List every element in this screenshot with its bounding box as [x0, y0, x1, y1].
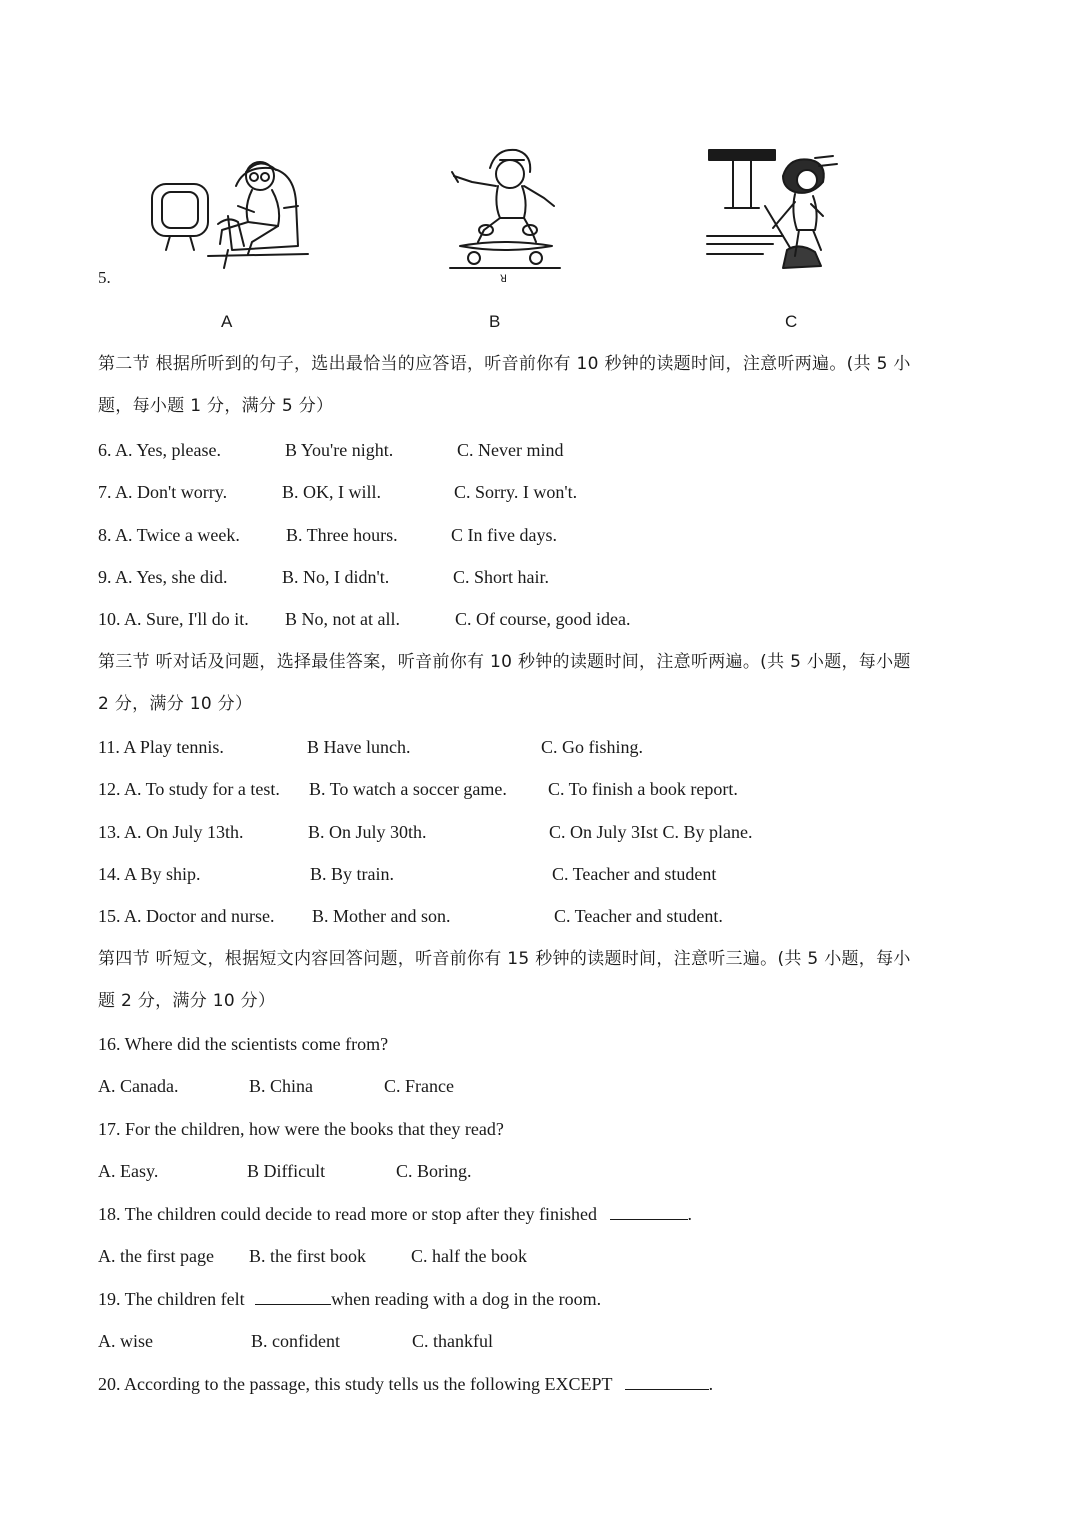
question-15-option-a: 15. A. Doctor and nurse. — [98, 906, 275, 926]
picture-b-boy-skateboarding — [444, 142, 562, 292]
question-10-option-b: B No, not at all. — [285, 609, 400, 629]
question-19-option-a: A. wise — [98, 1331, 153, 1351]
question-11-option-a: 11. A Play tennis. — [98, 737, 224, 757]
question-11-option-b: B Have lunch. — [307, 737, 411, 757]
question-14-option-b: B. By train. — [310, 864, 394, 884]
question-7-option-a: 7. A. Don't worry. — [98, 482, 228, 502]
question-7-option-c: C. Sorry. I won't. — [454, 482, 578, 502]
question-20-blank — [625, 1373, 709, 1390]
section4-heading-line1: 第四节 听短文，根据短文内容回答问题，听音前你有 15 秒钟的读题时间，注意听三遍。(共 5 小题，每小 — [98, 949, 911, 969]
question-17-option-b: B Difficult — [247, 1161, 326, 1181]
question-9-option-b: B. No, I didn't. — [282, 567, 390, 587]
section3-heading-line2: 2 分，满分 10 分） — [98, 694, 253, 714]
question-17-option-c: C. Boring. — [396, 1161, 472, 1181]
question-6-option-a: 6. A. Yes, please. — [98, 440, 222, 460]
question-19-text-before: 19. The children felt — [98, 1289, 245, 1309]
question-19-option-b: B. confident — [251, 1331, 340, 1351]
question-8-option-a: 8. A. Twice a week. — [98, 525, 240, 545]
question-12-option-a: 12. A. To study for a test. — [98, 779, 280, 799]
question-17-stem: 17. For the children, how were the books that they read? — [98, 1119, 504, 1139]
question-10-option-c: C. Of course, good idea. — [455, 609, 631, 629]
question-19-option-c: C. thankful — [412, 1331, 493, 1351]
question-10-option-a: 10. A. Sure, I'll do it. — [98, 609, 249, 629]
question-8-option-c: C In five days. — [451, 525, 557, 545]
question-16-stem: 16. Where did the scientists come from? — [98, 1034, 389, 1054]
question-13-option-a: 13. A. On July 13th. — [98, 822, 244, 842]
question-18-option-a: A. the first page — [98, 1246, 214, 1266]
question-16-option-a: A. Canada. — [98, 1076, 179, 1096]
question-18-text: 18. The children could decide to read more or stop after they finished — [98, 1204, 597, 1224]
question-6-option-b: B You're night. — [285, 440, 394, 460]
question-20-stem — [98, 1372, 713, 1396]
question-18-option-b: B. the first book — [249, 1246, 366, 1266]
question-14-option-a: 14. A By ship. — [98, 864, 201, 884]
question-18-tail: . — [687, 1204, 692, 1224]
section4-heading-line2: 题 2 分，满分 10 分） — [98, 991, 276, 1011]
section3-heading-line1: 第三节 听对话及问题，选择最佳答案，听音前你有 10 秒钟的读题时间，注意听两遍。(共 5 小题，每小题 — [98, 652, 911, 672]
picture-c-boy-sweeping — [703, 146, 845, 274]
section2-heading-line1: 第二节 根据所听到的句子，选出最恰当的应答语，听音前你有 10 秒钟的读题时间，注意听两遍。(共 5 小 — [98, 354, 911, 374]
question-6-option-c: C. Never mind — [457, 440, 564, 460]
question-12-option-b: B. To watch a soccer game. — [309, 779, 507, 799]
question-9-option-c: C. Short hair. — [453, 567, 550, 587]
question-19-stem — [98, 1287, 601, 1311]
question-14-option-c: C. Teacher and student — [552, 864, 717, 884]
question-16-option-b: B. China — [249, 1076, 314, 1096]
question-8-option-b: B. Three hours. — [286, 525, 398, 545]
question-9-option-a: 9. A. Yes, she did. — [98, 567, 228, 587]
question-18-option-c: C. half the book — [411, 1246, 527, 1266]
picture-a-man-watching-tv — [148, 146, 313, 274]
question-20-text: 20. According to the passage, this study tells us the following EXCEPT — [98, 1374, 613, 1394]
question-19-blank — [255, 1288, 331, 1305]
question-17-option-a: A. Easy. — [98, 1161, 159, 1181]
section2-heading-line2: 题，每小题 1 分，满分 5 分） — [98, 396, 334, 416]
question-18-stem — [98, 1202, 692, 1226]
question-11-option-c: C. Go fishing. — [541, 737, 644, 757]
question-12-option-c: C. To finish a book report. — [548, 779, 738, 799]
question-5-number: 5. — [98, 268, 111, 287]
question-7-option-b: B. OK, I will. — [282, 482, 381, 502]
picture-b-caption: ꓤ — [500, 274, 507, 285]
question-13-option-c: C. On July 3Ist C. By plane. — [549, 822, 753, 842]
picture-label-c: C — [785, 312, 798, 331]
question-20-tail: . — [708, 1374, 714, 1394]
question-15-option-c: C. Teacher and student. — [554, 906, 723, 926]
question-19-text-after: when reading with a dog in the room. — [331, 1289, 602, 1309]
question-13-option-b: B. On July 30th. — [308, 822, 427, 842]
question-16-option-c: C. France — [384, 1076, 454, 1096]
picture-label-b: B — [489, 312, 501, 331]
question-15-option-b: B. Mother and son. — [312, 906, 451, 926]
question-18-blank — [610, 1203, 688, 1220]
picture-label-a: A — [221, 312, 233, 331]
